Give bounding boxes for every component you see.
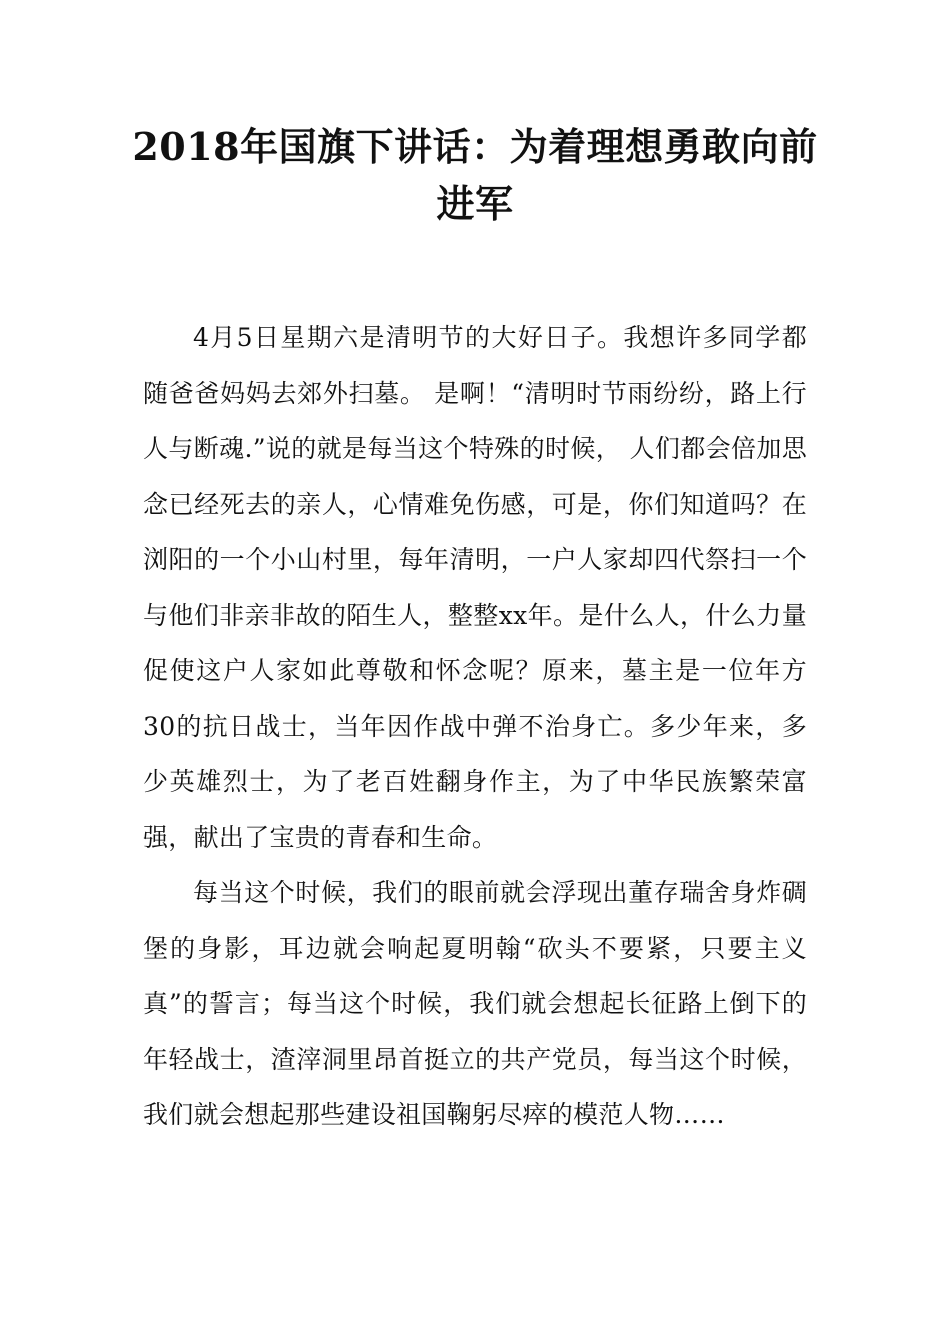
paragraph-2: 每当这个时候，我们的眼前就会浮现出董存瑞舍身炸碉堡的身影，耳边就会响起夏明翰“砍头不要紧，只要主义真”的誓言；每当这个时候，我们就会想起长征路上倒下的年轻战士，渣滓洞里昂首挺立的共产党员，每当这个时候，我们就会想起那些建设祖国鞠躬尽瘁的模范人物…… — [143, 878, 807, 1129]
document-body — [143, 310, 807, 1143]
paragraph-1: 4月5日星期六是清明节的大好日子。我想许多同学都随爸爸妈妈去郊外扫墓。 是啊！“清明时节雨纷纷，路上行人与断魂.”说的就是每当这个特殊的时候， 人们都会倍加思念已经死去的亲人，心情难免伤感，可是，你们知道吗？在浏阳的一个小山村里，每年清明，一户人家却四代祭扫一个与他们非亲非故的陌生人，整整xx年。是什么人，什么力量促使这户人家如此尊敬和怀念呢？原来，墓主是一位年方30的抗日战士，当年因作战中弹不治身亡。多少年来，多少英雄烈士，为了老百姓翻身作主，为了中华民族繁荣富强，献出了宝贵的青春和生命。 — [143, 323, 807, 852]
document-title: 2018年国旗下讲话：为着理想勇敢向前进军 — [132, 124, 818, 226]
